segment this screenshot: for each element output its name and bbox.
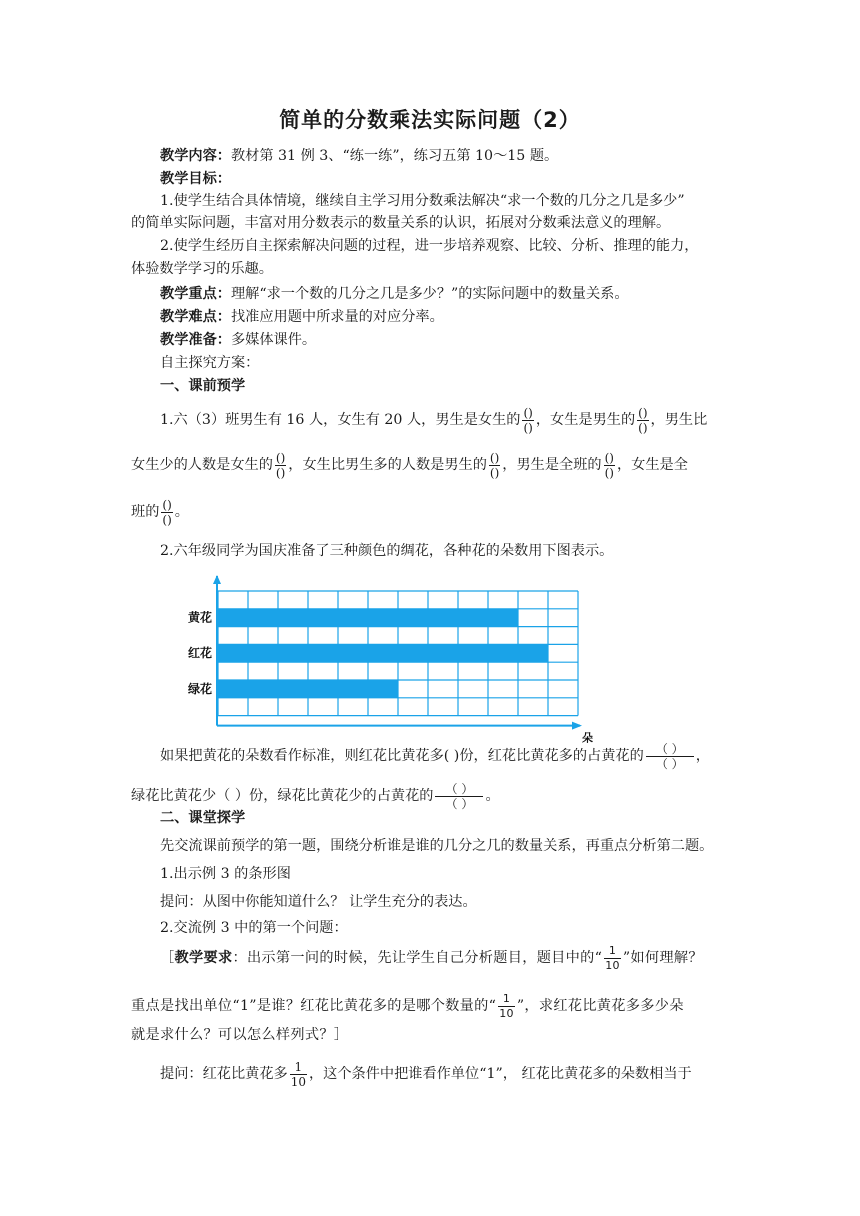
bar-2 [218, 644, 548, 662]
page-title: 简单的分数乘法实际问题（2） [279, 108, 581, 132]
section-2-line-4: 2.交流例 3 中的第一个问题： [160, 920, 348, 936]
teaching-content-label: 教学内容： [160, 148, 231, 164]
blank-fraction-wide: $\frac{( )}{( )}$ [646, 742, 694, 771]
question-1-line-a: 1.六（3）班男生有 16 人，女生有 20 人，男生是女生的 $\frac{()}{()}$ ，女生是男生的 $\frac{()}{()}$ ，男生比 [160, 405, 708, 435]
key-point-label: 教学重点： [160, 286, 231, 302]
key-point-text: 理解“求一个数的几分之几是多少？”的实际问题中的数量关系。 [230, 286, 629, 302]
flower-bar-chart [170, 574, 630, 745]
fraction-one-tenth: $\frac{1}{10}$ [605, 943, 620, 972]
y-axis-arrow [213, 575, 221, 584]
chart-labels [188, 610, 212, 696]
question-2-line: 2.六年级同学为国庆准备了三种颜色的绸花，各种花的朵数用下图表示。 [160, 543, 614, 559]
fraction-one-tenth: $\frac{1}{10}$ [290, 1059, 306, 1089]
blank-fraction: $\frac{()}{()}$ [604, 450, 614, 480]
blank-fraction: $\frac{()}{()}$ [275, 450, 286, 480]
blank-fraction: $\frac{()}{()}$ [489, 450, 500, 480]
goal-1-line-a: 1.使学生结合具体情境，继续自主学习用分数乘法解决“求一个数的几分之几是多少” [160, 193, 685, 209]
goal-2-line-a: 2.使学生经历自主探索解决问题的过程，进一步培养观察、比较、分析、推理的能力， [160, 238, 699, 254]
blank-fraction: $\frac{()}{()}$ [638, 405, 648, 435]
question-2-text-a: 如果把黄花的朵数看作标准，则红花比黄花多( )份，红花比黄花多的占黄花的 $\frac{( )}{( )}$ ， [160, 741, 710, 771]
teaching-goals-label: 教学目标： [160, 171, 231, 187]
goal-1-line-b: 的简单实际问题，丰富对用分数表示的数量关系的认识，拓展对分数乘法意义的理解。 [131, 215, 671, 231]
preparation-text: 多媒体课件。 [230, 332, 317, 348]
question-1-line-c: 班的 $\frac{()}{()}$ 。 [131, 497, 189, 527]
goal-2-line-b: 体验数学学习的乐趣。 [131, 261, 273, 277]
category-label-1: 黄花 [187, 610, 212, 625]
question-2-text-b: 绿花比黄花少（ ）份，绿花比黄花少的占黄花的 $\frac{( )}{( )}$ 。 [131, 781, 500, 811]
plan-heading: 自主探究方案： [160, 355, 260, 371]
requirement-line-a: ［教学要求：出示第一问的时候，先让学生自己分析题目，题目中的“ $\frac{1}{10}$ ”如何理解？ [160, 943, 703, 972]
section-2-line-1: 先交流课前预学的第一题，围绕分析谁是谁的几分之几的数量关系，再重点分析第二题。 [160, 838, 714, 854]
blank-fraction: $\frac{()}{()}$ [162, 497, 172, 527]
teaching-content-text: 教材第 31 例 3、“练一练”，练习五第 10～15 题。 [230, 148, 559, 164]
requirement-line-c: 就是求什么？可以怎么样列式？］ [131, 1027, 349, 1043]
final-question-line: 提问：红花比黄花多 $\frac{1}{10}$ ，这个条件中把谁看作单位“1”， 红花比黄花多的朵数相当于 [160, 1059, 692, 1089]
teaching-content-line [160, 146, 558, 166]
key-point-line [160, 284, 629, 304]
section-2-line-2: 1.出示例 3 的条形图 [160, 866, 291, 882]
preparation-line [160, 330, 316, 350]
blank-fraction-wide: $\frac{( )}{( )}$ [435, 782, 483, 811]
difficulty-text: 找准应用题中所求量的对应分率。 [230, 309, 444, 325]
x-axis-arrow [572, 722, 582, 730]
section-2-heading: 二、课堂探学 [160, 810, 246, 826]
difficulty-label: 教学难点： [160, 309, 231, 325]
blank-fraction: $\frac{()}{()}$ [523, 405, 533, 435]
section-2-line-3: 提问：从图中你能知道什么？ 让学生充分的表达。 [160, 894, 477, 910]
question-1-line-b: 女生少的人数是女生的 $\frac{()}{()}$ ，女生比男生多的人数是男生的 $\frac{()}{()}$ ，男生是全班的 $\frac{()}{()}$ ，女生是全 [131, 450, 688, 480]
preparation-label: 教学准备： [160, 332, 231, 348]
bar-3 [218, 680, 398, 698]
fraction-one-tenth: $\frac{1}{10}$ [499, 991, 514, 1020]
chart-bars [218, 609, 548, 698]
bar-1 [218, 609, 518, 627]
category-label-2: 红花 [187, 646, 212, 661]
section-1-heading: 一、课前预学 [160, 378, 246, 394]
difficulty-line [160, 307, 444, 327]
x-axis-label: 朵 [582, 731, 593, 745]
requirement-line-b: 重点是找出单位“1”是谁？红花比黄花多的是哪个数量的“ $\frac{1}{10}$ ”，求红花比黄花多多少朵 [131, 991, 684, 1020]
category-label-3: 绿花 [187, 681, 212, 696]
